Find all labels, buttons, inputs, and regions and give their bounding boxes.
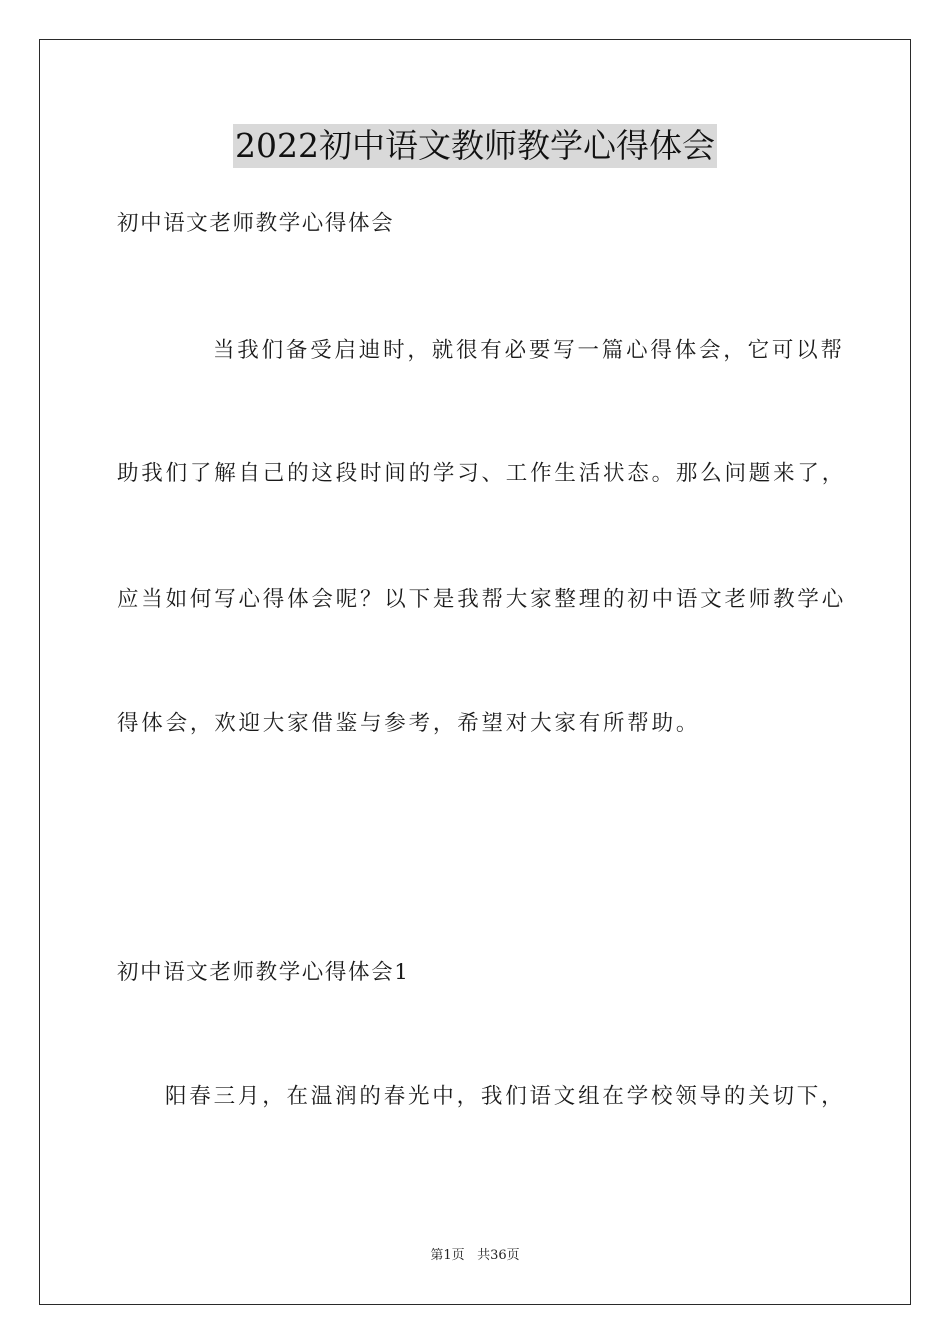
document-subtitle: 初中语文老师教学心得体会 (117, 211, 395, 236)
page-footer (0, 1246, 950, 1266)
intro-line-2: 助我们了解自己的这段时间的学习、工作生活状态。那么问题来了， (117, 461, 847, 486)
page-number: 第1页 (430, 1248, 465, 1263)
title-container (0, 124, 950, 168)
intro-line-3: 应当如何写心得体会呢？以下是我帮大家整理的初中语文老师教学心 (117, 587, 847, 612)
document-title: 2022初中语文教师教学心得体会 (233, 124, 717, 168)
intro-line-1: 当我们备受启迪时，就很有必要写一篇心得体会，它可以帮 (213, 338, 845, 363)
section-paragraph-line-1: 阳春三月，在温润的春光中，我们语文组在学校领导的关切下， (165, 1084, 846, 1109)
intro-line-4: 得体会，欢迎大家借鉴与参考，希望对大家有所帮助。 (117, 711, 701, 736)
section-heading: 初中语文老师教学心得体会1 (117, 960, 410, 985)
page-total: 共36页 (477, 1248, 520, 1263)
